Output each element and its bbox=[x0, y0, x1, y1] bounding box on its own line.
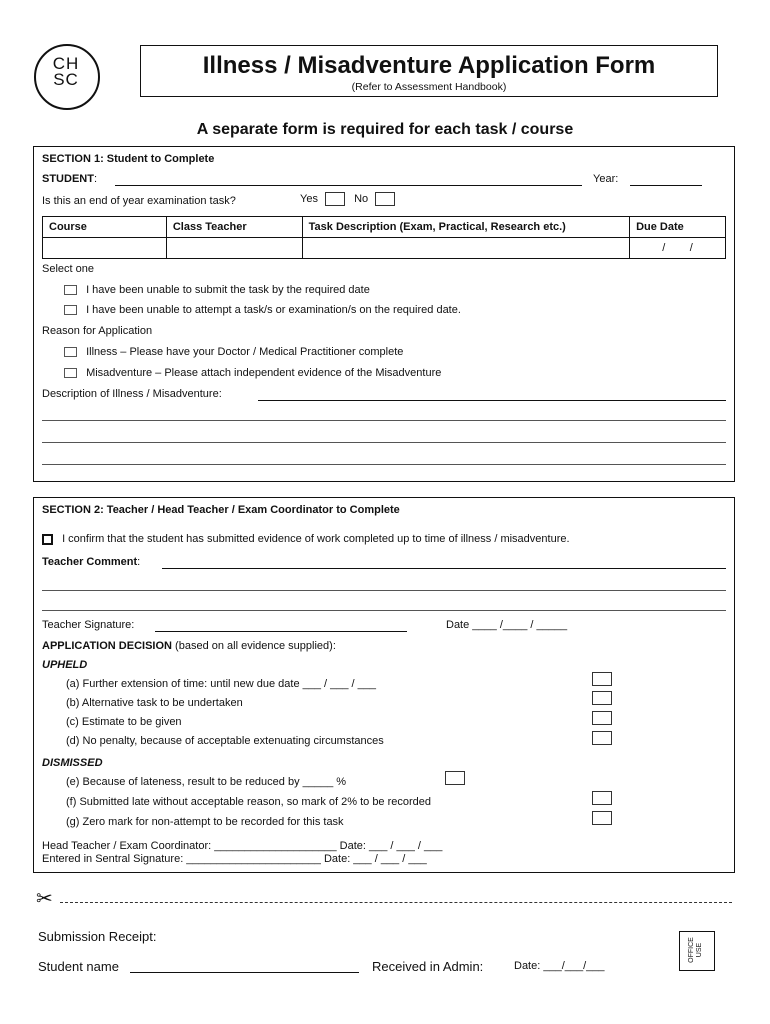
separate-form-notice: A separate form is required for each task / course bbox=[196, 121, 574, 138]
yes-label: Yes bbox=[300, 192, 318, 205]
receipt-date[interactable]: Date: ___/___/___ bbox=[514, 960, 605, 972]
comment-line[interactable] bbox=[42, 590, 726, 591]
upheld-option-c: (c) Estimate to be given bbox=[66, 716, 182, 728]
cut-line bbox=[60, 902, 732, 903]
option-checkbox[interactable] bbox=[64, 305, 77, 315]
end-of-year-row bbox=[42, 195, 236, 207]
decision-note: (based on all evidence supplied): bbox=[175, 640, 336, 652]
form-subtitle: (Refer to Assessment Handbook) bbox=[351, 81, 507, 93]
task-table bbox=[42, 216, 726, 259]
description-label: Description of Illness / Misadventure: bbox=[42, 388, 222, 400]
description-line[interactable] bbox=[42, 420, 726, 421]
head-teacher-signature[interactable]: Head Teacher / Exam Coordinator: ____________________ Date: ___ / ___ / ___ bbox=[42, 840, 443, 852]
reason-misadventure[interactable]: Misadventure – Please attach independent evidence of the Misadventure bbox=[64, 367, 441, 379]
logo-text: CH SC bbox=[52, 54, 80, 89]
student-label: STUDENT bbox=[42, 173, 94, 185]
student-name-label: Student name bbox=[38, 959, 119, 974]
class-teacher-cell[interactable] bbox=[166, 238, 302, 259]
reason-checkbox[interactable] bbox=[64, 368, 77, 378]
dismissed-option-e: (e) Because of lateness, result to be reduced by _____ % bbox=[66, 776, 347, 788]
year-field[interactable] bbox=[630, 185, 702, 186]
confirm-text: I confirm that the student has submitted evidence of work completed up to time of illness / misadventure. bbox=[62, 533, 570, 545]
description-line[interactable] bbox=[42, 464, 726, 465]
col-due-date: Due Date bbox=[630, 217, 726, 238]
upheld-checkbox-a[interactable] bbox=[592, 672, 612, 686]
no-label: No bbox=[354, 192, 369, 205]
course-cell[interactable] bbox=[43, 238, 167, 259]
table-row bbox=[43, 238, 726, 259]
no-checkbox[interactable] bbox=[375, 192, 395, 206]
option-unable-submit[interactable]: I have been unable to submit the task by the required date bbox=[64, 284, 370, 296]
select-one-label: Select one bbox=[42, 263, 94, 275]
confirm-row[interactable] bbox=[42, 533, 570, 545]
col-task-description: Task Description (Exam, Practical, Research etc.) bbox=[302, 217, 629, 238]
confirm-checkbox[interactable] bbox=[42, 534, 53, 545]
teacher-comment-field[interactable] bbox=[162, 568, 726, 569]
upheld-checkbox-b[interactable] bbox=[592, 691, 612, 705]
due-date-cell[interactable]: / / bbox=[630, 238, 726, 259]
description-field[interactable] bbox=[258, 400, 726, 401]
option-unable-attempt[interactable]: I have been unable to attempt a task/s or examination/s on the required date. bbox=[64, 304, 461, 316]
teacher-signature-field[interactable] bbox=[155, 631, 407, 632]
dismissed-option-g: (g) Zero mark for non-attempt to be recorded for this task bbox=[66, 816, 344, 828]
reason-illness[interactable]: Illness – Please have your Doctor / Medical Practitioner complete bbox=[64, 346, 403, 358]
office-use-box bbox=[679, 931, 715, 971]
sentral-signature[interactable]: Entered in Sentral Signature: ______________________ Date: ___ / ___ / ___ bbox=[42, 853, 427, 865]
decision-row bbox=[42, 640, 336, 652]
upheld-option-d: (d) No penalty, because of acceptable extenuating circumstances bbox=[66, 735, 384, 747]
received-in-admin-label: Received in Admin: bbox=[372, 959, 484, 974]
office-use-label: OFFICE USE bbox=[688, 937, 703, 963]
school-logo bbox=[34, 44, 100, 110]
col-class-teacher: Class Teacher bbox=[166, 217, 302, 238]
teacher-date[interactable]: Date ____ /____ / _____ bbox=[446, 619, 568, 631]
student-name-field[interactable] bbox=[115, 185, 582, 186]
dismissed-label: DISMISSED bbox=[42, 757, 103, 769]
reason-label: Reason for Application bbox=[42, 325, 153, 337]
title-box bbox=[140, 45, 718, 97]
description-line[interactable] bbox=[42, 442, 726, 443]
upheld-option-a: (a) Further extension of time: until new due date ___ / ___ / ___ bbox=[66, 678, 377, 690]
year-label: Year: bbox=[593, 173, 619, 185]
upheld-checkbox-c[interactable] bbox=[592, 711, 612, 725]
end-of-year-question: Is this an end of year examination task? bbox=[42, 195, 236, 207]
teacher-comment-row: Teacher Comment: bbox=[42, 556, 141, 568]
table-header-row bbox=[43, 217, 726, 238]
submission-receipt-title: Submission Receipt: bbox=[38, 929, 157, 944]
teacher-comment-label: Teacher Comment bbox=[42, 556, 138, 568]
col-course: Course bbox=[43, 217, 167, 238]
decision-label: APPLICATION DECISION bbox=[42, 640, 172, 652]
teacher-signature-label: Teacher Signature: bbox=[42, 619, 135, 631]
upheld-checkbox-d[interactable] bbox=[592, 731, 612, 745]
upheld-option-b: (b) Alternative task to be undertaken bbox=[66, 697, 243, 709]
upheld-label: UPHELD bbox=[42, 659, 88, 671]
dismissed-checkbox-f[interactable] bbox=[592, 791, 612, 805]
yes-no-group bbox=[300, 192, 395, 206]
dismissed-checkbox-e[interactable] bbox=[445, 771, 465, 785]
comment-line[interactable] bbox=[42, 610, 726, 611]
student-name-receipt-field[interactable] bbox=[130, 972, 359, 973]
scissors-icon: ✂ bbox=[36, 888, 53, 910]
section-1-heading: SECTION 1: Student to Complete bbox=[42, 153, 215, 165]
dismissed-checkbox-g[interactable] bbox=[592, 811, 612, 825]
dismissed-option-f: (f) Submitted late without acceptable reason, so mark of 2% to be recorded bbox=[66, 796, 432, 808]
yes-checkbox[interactable] bbox=[325, 192, 345, 206]
section-2-heading: SECTION 2: Teacher / Head Teacher / Exam Coordinator to Complete bbox=[42, 504, 400, 516]
task-description-cell[interactable] bbox=[302, 238, 629, 259]
option-checkbox[interactable] bbox=[64, 285, 77, 295]
reason-checkbox[interactable] bbox=[64, 347, 77, 357]
student-row: STUDENT: bbox=[42, 173, 98, 185]
form-title: Illness / Misadventure Application Form bbox=[202, 52, 656, 79]
